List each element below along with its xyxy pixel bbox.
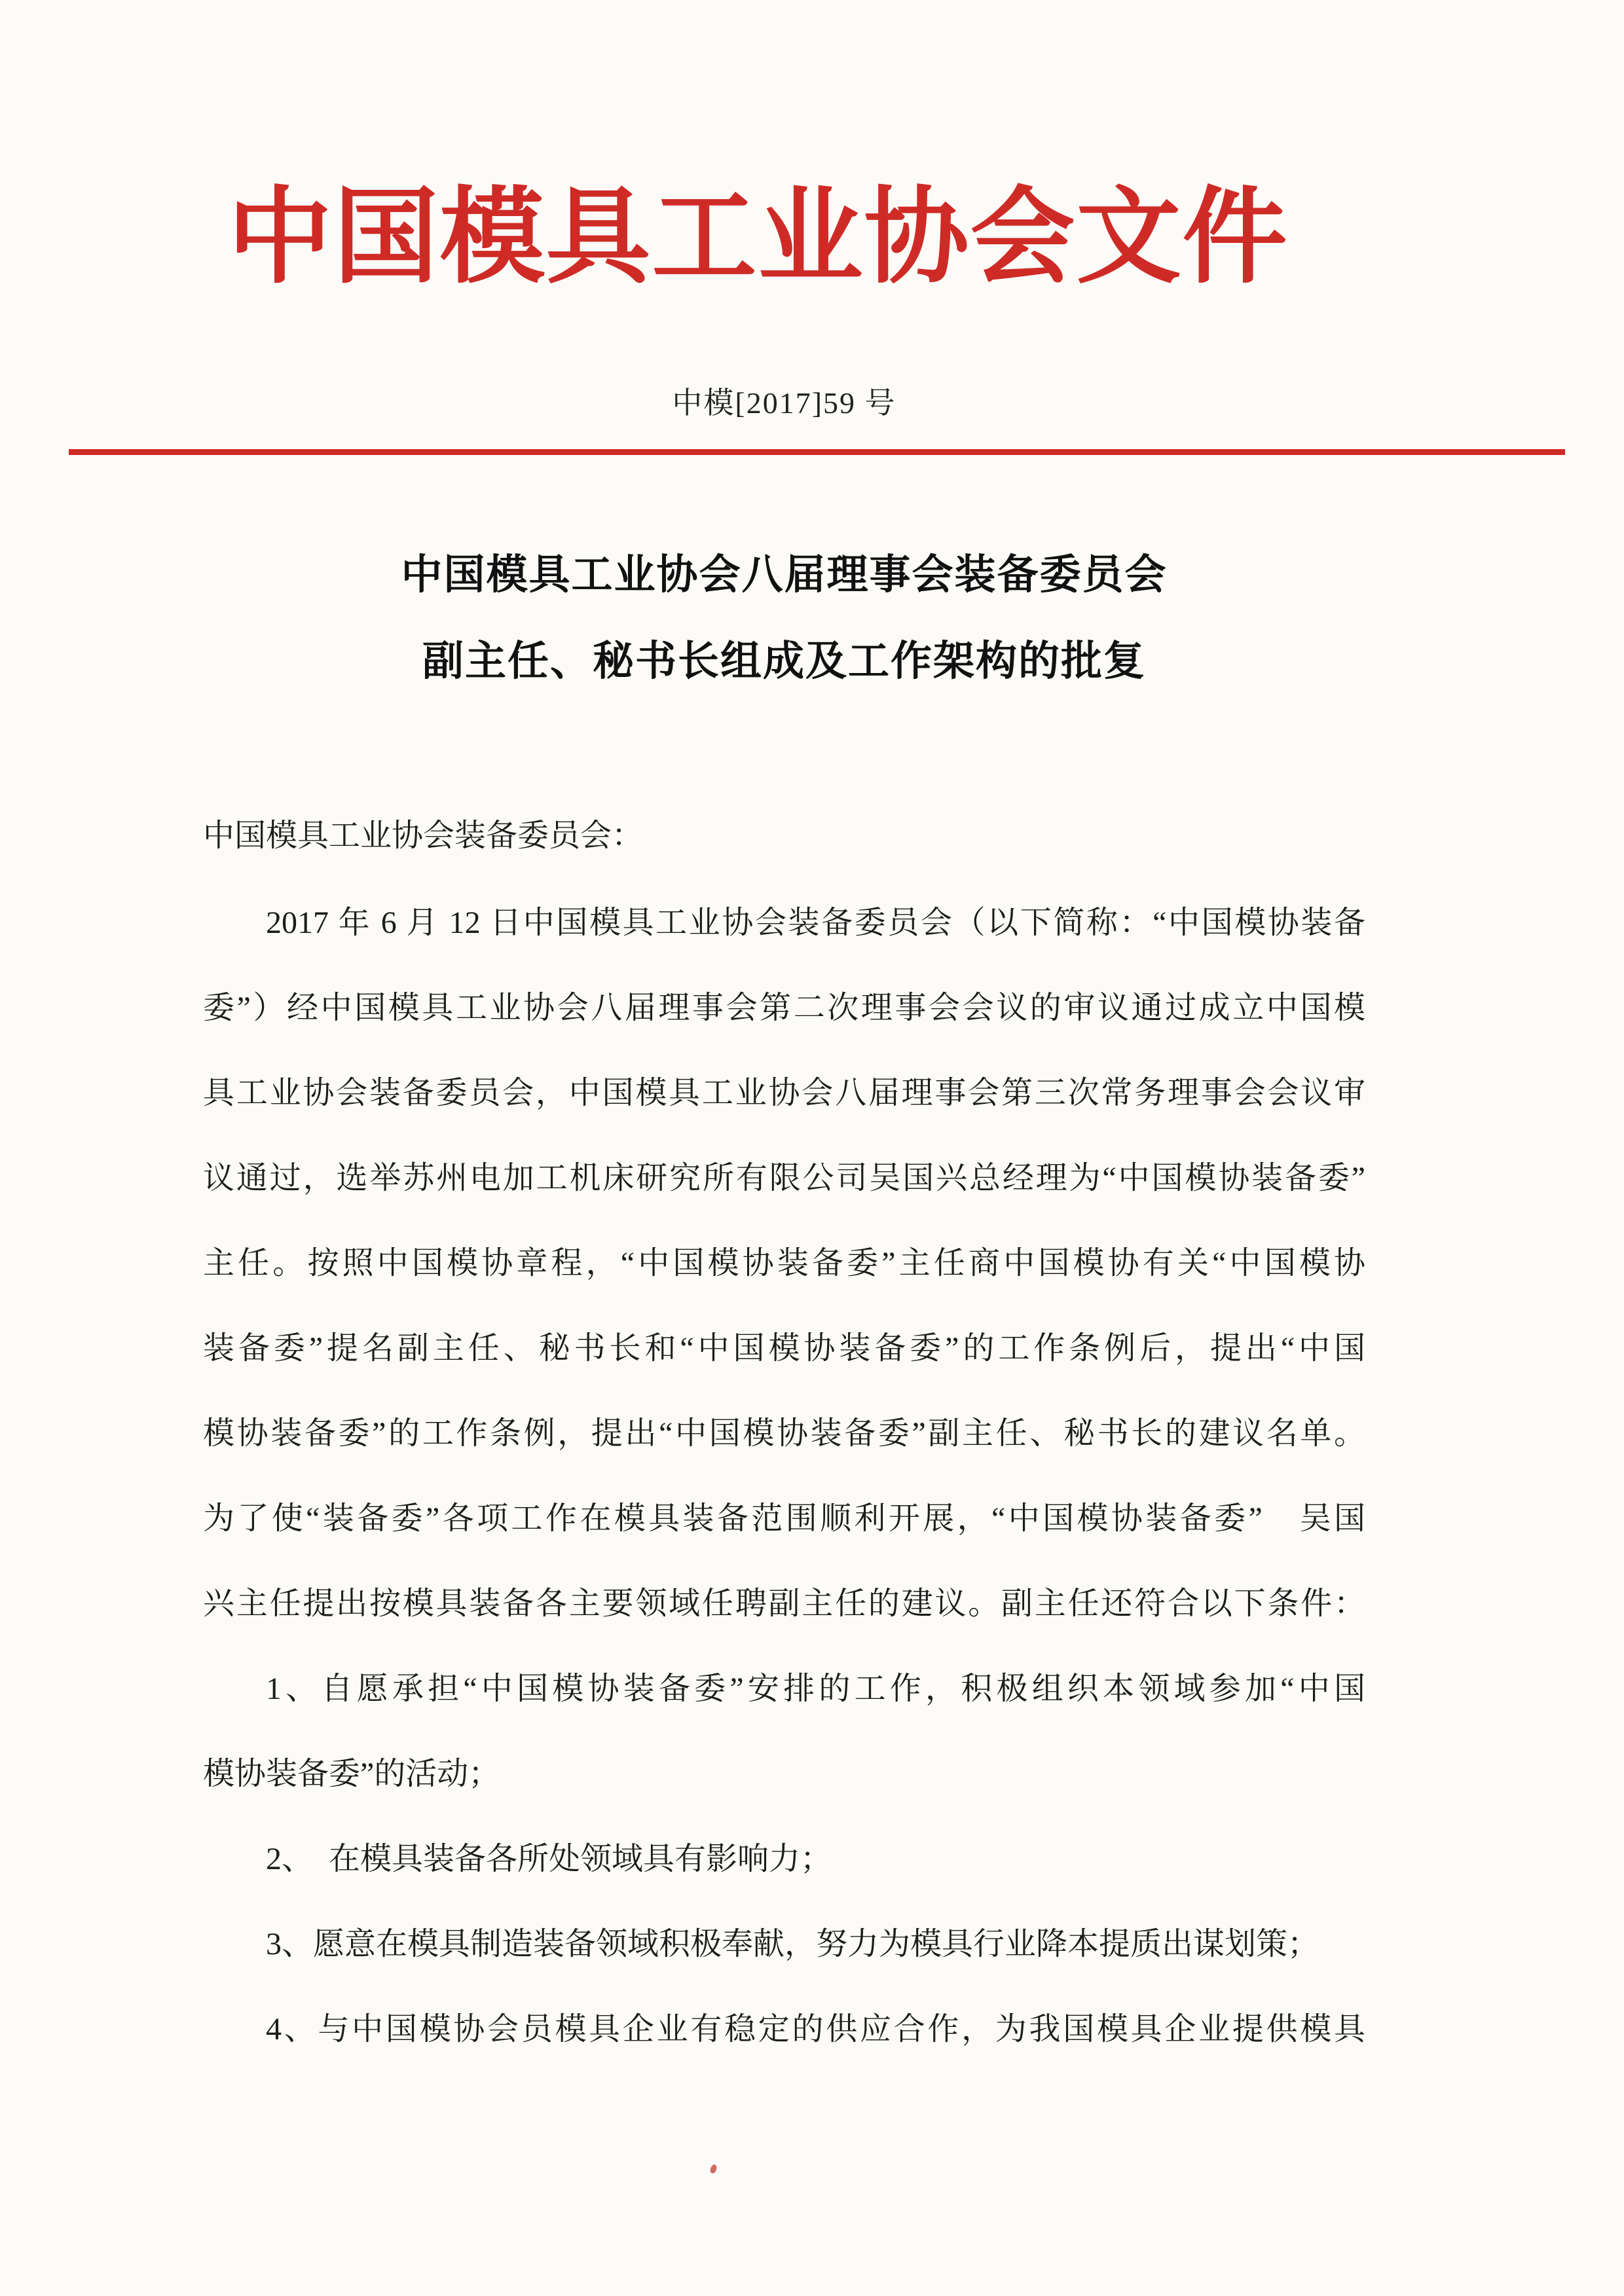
document-title-line1: 中国模具工业协会八届理事会装备委员会 (401, 552, 1168, 598)
list-item-4: 4、与中国模协会员模具企业有稳定的供应合作，为我国模具企业提供模具 (266, 2012, 1365, 2047)
body-line: 议通过，选举苏州电加工机床研究所有限公司吴国兴总经理为“中国模协装备委” (203, 1161, 1365, 1195)
body-line: 2017 年 6 月 12 日中国模具工业协会装备委员会（以下简称：“中国模协装备 (266, 905, 1365, 940)
scan-artifact (709, 2164, 718, 2174)
body-line: 主任。按照中国模协章程，“中国模协装备委”主任商中国模协有关“中国模协 (203, 1246, 1365, 1281)
body-line: 具工业协会装备委员会，中国模具工业协会八届理事会第三次常务理事会会议审 (203, 1076, 1365, 1110)
letterhead-title: 中国模具工业协会文件 (227, 179, 1289, 296)
document-title-line2: 副主任、秘书长组成及工作架构的批复 (422, 638, 1146, 684)
red-divider-line (69, 449, 1565, 455)
body-line: 兴主任提出按模具装备各主要领域任聘副主任的建议。副主任还符合以下条件： (203, 1586, 1365, 1621)
body-line: 装备委”提名副主任、秘书长和“中国模协装备委”的工作条例后，提出“中国 (203, 1331, 1365, 1366)
body-line: 委”）经中国模具工业协会八届理事会第二次理事会会议的审议通过成立中国模 (203, 991, 1365, 1025)
list-item-2: 2、 在模具装备各所处领域具有影响力； (266, 1842, 832, 1876)
document-body (203, 881, 1365, 2072)
salutation: 中国模具工业协会装备委员会： (203, 818, 644, 853)
document-title (203, 532, 1365, 704)
list-item-1-continued: 模协装备委”的活动； (203, 1757, 500, 1791)
doc-number: 中模[2017]59 号 (672, 386, 896, 420)
list-item-3: 3、愿意在模具制造装备领域积极奉献，努力为模具行业降本提质出谋划策； (266, 1927, 1320, 1961)
list-item-1: 1、自愿承担“中国模协装备委”安排的工作，积极组织本领域参加“中国 (266, 1671, 1365, 1706)
body-line: 为了使“装备委”各项工作在模具装备范围顺利开展，“中国模协装备委” 吴国 (203, 1501, 1365, 1536)
body-line: 模协装备委”的工作条例，提出“中国模协装备委”副主任、秘书长的建议名单。 (203, 1416, 1365, 1451)
